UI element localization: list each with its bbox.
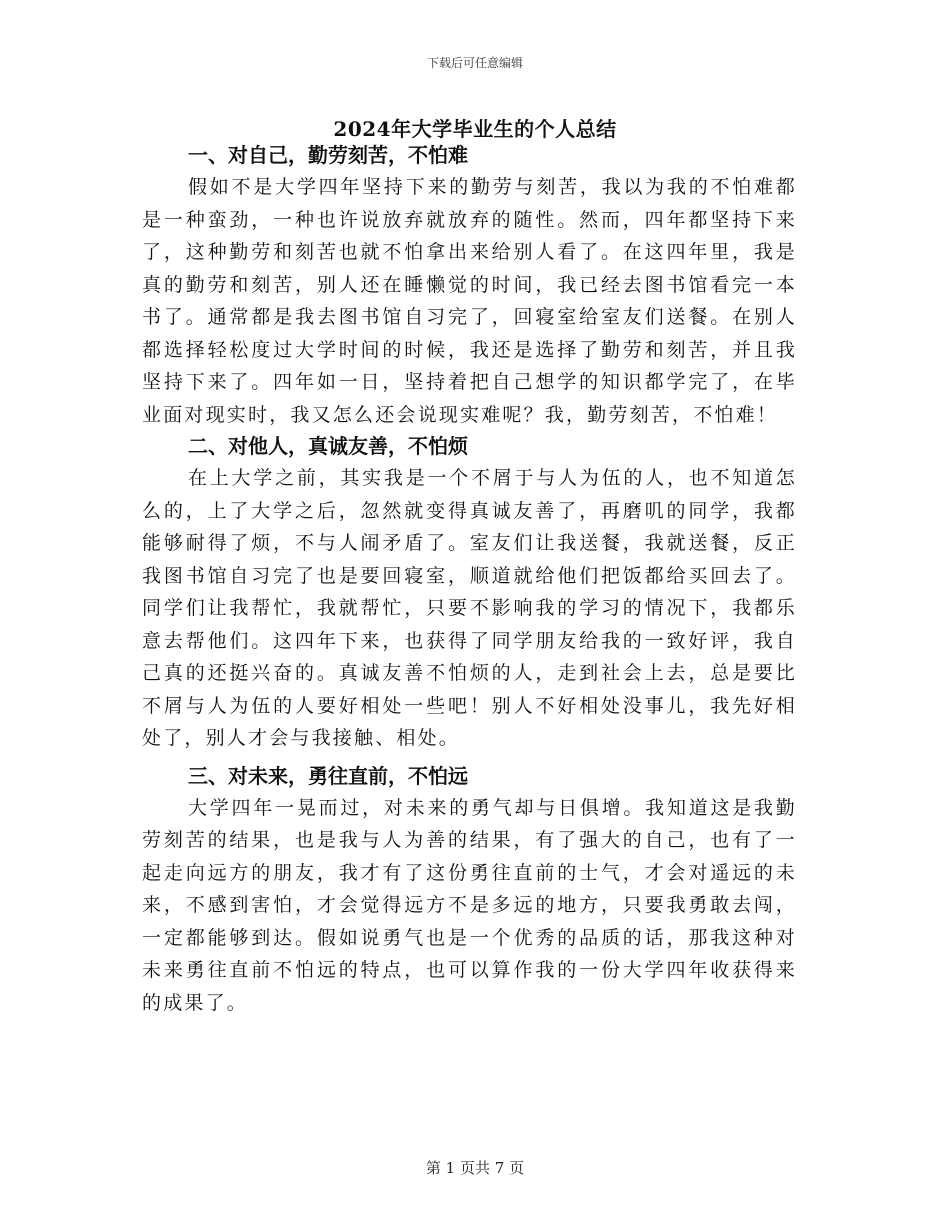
page-footer: 第 1 页共 7 页 [425,1159,525,1177]
section-heading-2: 二、对他人，真诚友善，不怕烦 [188,434,468,458]
section-heading-1: 一、对自己，勤劳刻苦，不怕难 [188,143,468,167]
section-paragraph-2: 在上大学之前，其实我是一个不屑于与人为伍的人，也不知道怎么的，上了大学之后，忽然就变得真诚友善了，再磨叽的同学，我都能够耐得了烦，不与人闹矛盾了。室友们让我送餐，我就送餐，反正我图书馆自习完了也是要回寝室，顺道就给他们把饭都给买回去了。同学们让我帮忙，我就帮忙，只要不影响我的学习的情况下，我都乐意去帮他们。这四年下来，也获得了同学朋友给我的一致好评，我自己真的还挺兴奋的。真诚友善不怕烦的人，走到社会上去，总是要比不屑与人为伍的人要好相处一些吧！别人不好相处没事儿，我先好相处了，别人才会与我接触、相处。 [142,467,797,749]
document-title: 2024年大学毕业生的个人总结 [333,117,617,141]
section-heading-3: 三、对未来，勇往直前，不怕远 [188,763,468,788]
section-paragraph-1: 假如不是大学四年坚持下来的勤劳与刻苦，我以为我的不怕难都是一种蛮劲，一种也许说放弃就放弃的随性。然而，四年都坚持下来了，这种勤劳和刻苦也就不怕拿出来给别人看了。在这四年里，我是真的勤劳和刻苦，别人还在睡懒觉的时间，我已经去图书馆看完一本书了。通常都是我去图书馆自习完了，回寝室给室友们送餐。在别人都选择轻松度过大学时间的时候，我还是选择了勤劳和刻苦，并且我坚持下来了。四年如一日，坚持着把自己想学的知识都学完了，在毕业面对现实时，我又怎么还会说现实难呢？我，勤劳刻苦，不怕难！ [142,176,797,426]
header-note: 下载后可任意编辑 [426,56,523,70]
section-paragraph-3: 大学四年一晃而过，对未来的勇气却与日俱增。我知道这是我勤劳刻苦的结果，也是我与人为善的结果，有了强大的自己，也有了一起走向远方的朋友，我才有了这份勇往直前的士气，才会对遥远的未来，不感到害怕，才会觉得远方不是多远的地方，只要我勇敢去闯，一定都能够到达。假如说勇气也是一个优秀的品质的话，那我这种对未来勇往直前不怕远的特点，也可以算作我的一份大学四年收获得来的成果了。 [142,796,797,1014]
document-body [142,140,797,1019]
